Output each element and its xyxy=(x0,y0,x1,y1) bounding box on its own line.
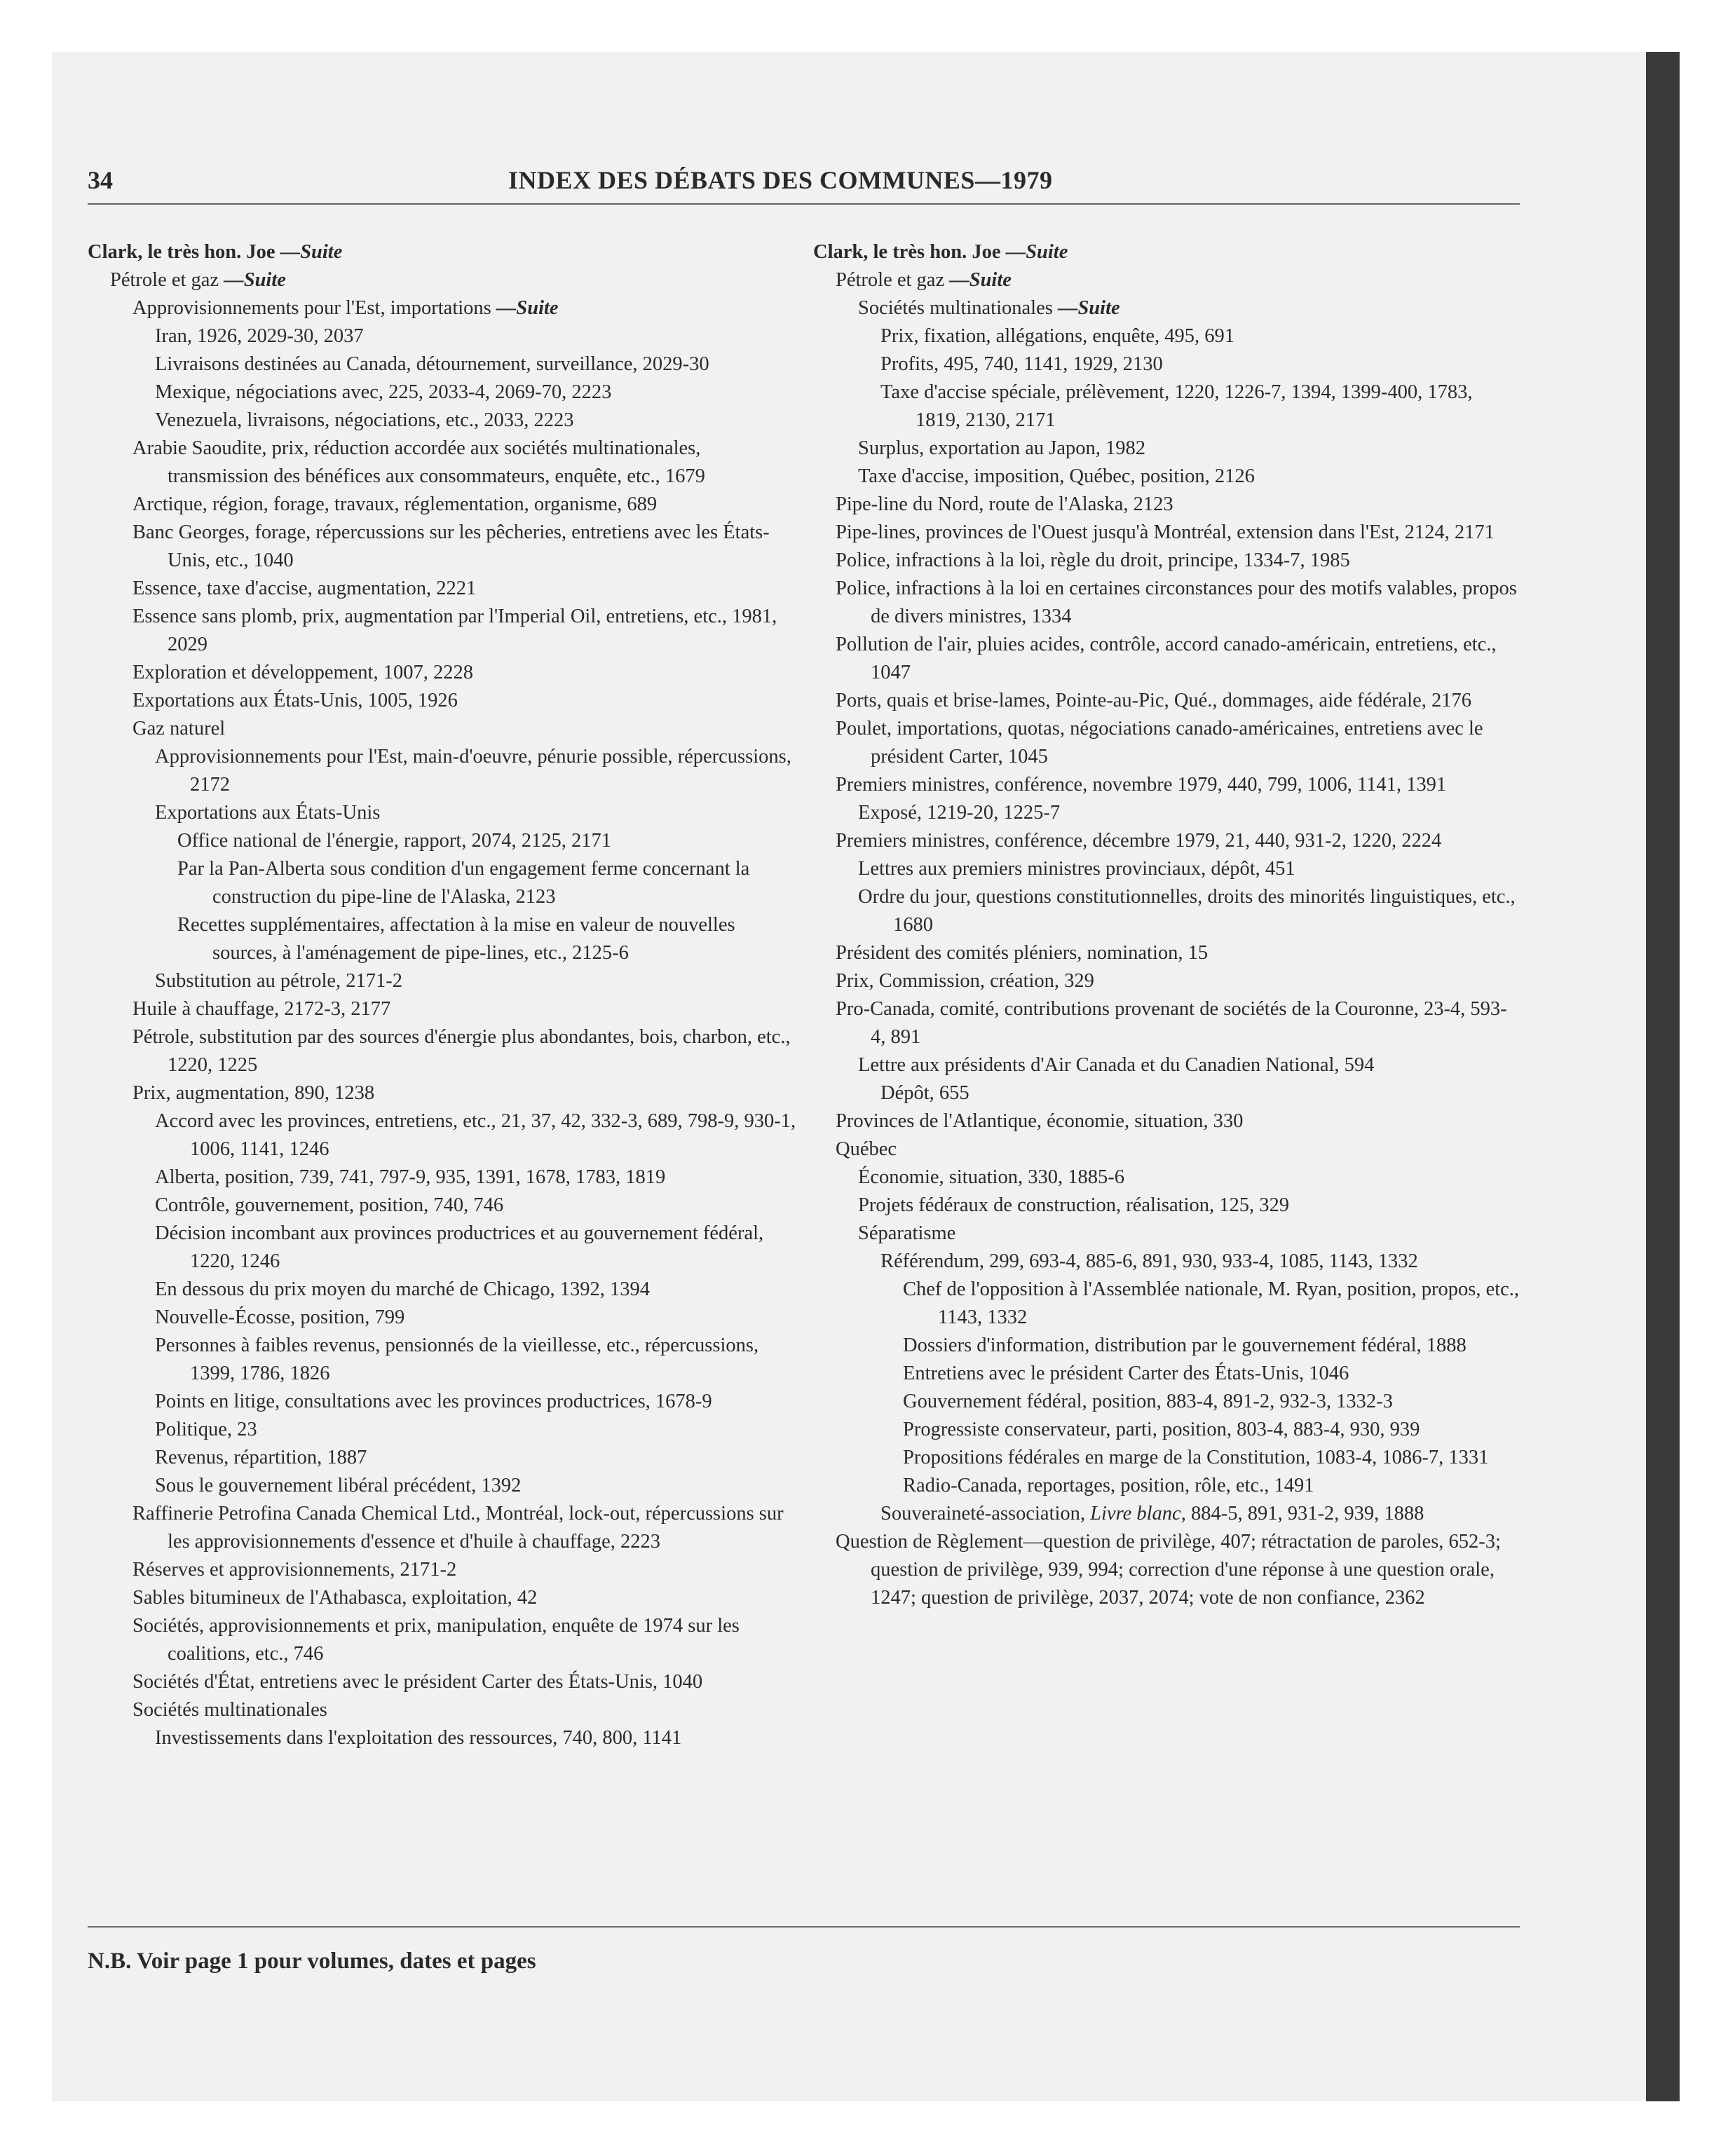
index-entry xyxy=(813,575,1521,631)
index-entry xyxy=(88,1556,803,1584)
index-entry-text: Souveraineté-association, xyxy=(880,1503,1091,1524)
index-entry xyxy=(813,827,1521,855)
index-entry-text: Banc Georges, forage, répercussions sur les pêcheries, entretiens avec les États-Unis, etc., 1040 xyxy=(132,521,770,571)
index-entry xyxy=(813,883,1521,939)
index-entry xyxy=(813,687,1521,715)
index-entry-text: Exploration et développement, 1007, 2228 xyxy=(132,662,473,683)
index-entry-continued: —Suite xyxy=(1057,297,1120,319)
index-entry xyxy=(88,1668,803,1696)
index-entry xyxy=(88,1612,803,1668)
index-entry-text: Mexique, négociations avec, 225, 2033-4, 2069-70, 2223 xyxy=(155,381,612,403)
index-entry xyxy=(88,435,803,491)
index-entry-text: Sociétés multinationales xyxy=(858,297,1053,319)
index-entry-text: Sociétés, approvisionnements et prix, manipulation, enquête de 1974 sur les coalitions, etc., 746 xyxy=(132,1615,740,1665)
index-entry-text: Clark, le très hon. Joe xyxy=(813,241,1001,263)
index-entry xyxy=(88,659,803,687)
index-entry-text: Arabie Saoudite, prix, réduction accordée aux sociétés multinationales, transmission des bénéfices aux consommateurs, enquête, etc., 1679 xyxy=(132,437,705,487)
index-entry xyxy=(813,322,1521,350)
index-entry xyxy=(813,631,1521,687)
index-entry-text: Sociétés d'État, entretiens avec le président Carter des États-Unis, 1040 xyxy=(132,1671,703,1693)
index-entry-text: Profits, 495, 740, 1141, 1929, 2130 xyxy=(880,353,1163,375)
index-entry xyxy=(813,1528,1521,1612)
index-entry xyxy=(813,995,1521,1051)
index-entry-text: Personnes à faibles revenus, pensionnés de la vieillesse, etc., répercussions, 1399, 1786, 1826 xyxy=(155,1335,759,1384)
index-entry xyxy=(813,771,1521,799)
index-entry-text: Gouvernement fédéral, position, 883-4, 891-2, 932-3, 1332-3 xyxy=(903,1391,1393,1412)
index-entry-text: Exposé, 1219-20, 1225-7 xyxy=(858,802,1061,824)
index-entry xyxy=(813,715,1521,771)
index-entry xyxy=(88,1332,803,1388)
index-entry-text: Pipe-lines, provinces de l'Ouest jusqu'à Montréal, extension dans l'Est, 2124, 2171 xyxy=(836,521,1495,543)
index-entry xyxy=(813,378,1521,435)
index-entry-text: Huile à chauffage, 2172-3, 2177 xyxy=(132,998,391,1020)
index-entry-text: Police, infractions à la loi, règle du droit, principe, 1334-7, 1985 xyxy=(836,550,1350,571)
index-entry-text: Premiers ministres, conférence, novembre 1979, 440, 799, 1006, 1141, 1391 xyxy=(836,774,1447,796)
index-entry xyxy=(813,1276,1521,1332)
index-entry-text: Président des comités pléniers, nomination, 15 xyxy=(836,942,1209,964)
index-entry-text: Alberta, position, 739, 741, 797-9, 935, 1391, 1678, 1783, 1819 xyxy=(155,1166,666,1188)
index-entry-text: Poulet, importations, quotas, négociations canado-américaines, entretiens avec le président Carter, 1045 xyxy=(836,718,1483,767)
page-header xyxy=(88,161,1520,205)
index-entry xyxy=(813,1079,1521,1107)
index-entry xyxy=(813,1360,1521,1388)
index-entry xyxy=(813,547,1521,575)
index-entry-text: Livraisons destinées au Canada, détournement, surveillance, 2029-30 xyxy=(155,353,709,375)
index-entry-continued: —Suite xyxy=(280,241,343,263)
index-entry xyxy=(813,435,1521,463)
index-entry-text: Québec xyxy=(836,1138,897,1160)
index-entry-text: Office national de l'énergie, rapport, 2074, 2125, 2171 xyxy=(177,830,612,852)
index-entry xyxy=(813,1135,1521,1164)
index-entry xyxy=(88,1164,803,1192)
index-entry-text: Lettre aux présidents d'Air Canada et du Canadien National, 594 xyxy=(858,1054,1375,1076)
index-entry xyxy=(88,603,803,659)
index-entry xyxy=(88,995,803,1023)
footer-note: N.B. Voir page 1 pour volumes, dates et pages xyxy=(88,1949,536,1974)
index-entry-text: Points en litige, consultations avec les provinces productrices, 1678-9 xyxy=(155,1391,712,1412)
index-entry-text: Police, infractions à la loi en certaines circonstances pour des motifs valables, propos de divers ministres, 1334 xyxy=(836,578,1517,627)
index-entry xyxy=(88,1696,803,1724)
index-entry-text: Pétrole et gaz xyxy=(110,269,219,291)
index-entry-text: Économie, situation, 330, 1885-6 xyxy=(858,1166,1124,1188)
index-entry xyxy=(813,1220,1521,1248)
index-entry-italic: Livre blanc, xyxy=(1090,1503,1186,1524)
index-entry xyxy=(88,1220,803,1276)
index-entry-text: Substitution au pétrole, 2171-2 xyxy=(155,970,403,992)
index-entry-text: Politique, 23 xyxy=(155,1419,257,1440)
index-entry xyxy=(88,1079,803,1107)
index-entry-text: Propositions fédérales en marge de la Constitution, 1083-4, 1086-7, 1331 xyxy=(903,1447,1489,1468)
index-entry xyxy=(88,1304,803,1332)
index-entry-text: Décision incombant aux provinces productrices et au gouvernement fédéral, 1220, 1246 xyxy=(155,1222,764,1272)
index-entry-text: Nouvelle-Écosse, position, 799 xyxy=(155,1306,405,1328)
index-entry-text: Prix, fixation, allégations, enquête, 495, 691 xyxy=(880,325,1234,347)
index-entry-text: Venezuela, livraisons, négociations, etc., 2033, 2223 xyxy=(155,409,574,431)
index-entry-text: Exportations aux États-Unis xyxy=(155,802,381,824)
index-entry-text: Chef de l'opposition à l'Assemblée nationale, M. Ryan, position, propos, etc., 1143, 1332 xyxy=(903,1278,1520,1328)
index-entry xyxy=(813,350,1521,378)
index-entry xyxy=(813,1248,1521,1276)
index-entry xyxy=(88,1444,803,1472)
index-entry xyxy=(813,967,1521,995)
index-column-left xyxy=(88,238,803,1752)
index-entry xyxy=(88,715,803,743)
index-entry-text: Arctique, région, forage, travaux, réglementation, organisme, 689 xyxy=(132,493,658,515)
index-entry-text: Prix, augmentation, 890, 1238 xyxy=(132,1082,375,1104)
index-entry xyxy=(88,743,803,799)
page-title: INDEX DES DÉBATS DES COMMUNES—1979 xyxy=(508,166,1053,194)
index-entry xyxy=(813,1192,1521,1220)
index-entry xyxy=(88,687,803,715)
index-entry-text: Entretiens avec le président Carter des États-Unis, 1046 xyxy=(903,1363,1349,1384)
index-entry-text: Raffinerie Petrofina Canada Chemical Ltd., Montréal, lock-out, répercussions sur les approvisionnements d'essence et d'huile à chauffage, 2223 xyxy=(132,1503,784,1553)
index-entry-text: Accord avec les provinces, entretiens, etc., 21, 37, 42, 332-3, 689, 798-9, 930-1, 1006, 1141, 1246 xyxy=(155,1110,796,1160)
index-entry-text: Progressiste conservateur, parti, position, 803-4, 883-4, 930, 939 xyxy=(903,1419,1420,1440)
index-entry-text: Dépôt, 655 xyxy=(880,1082,969,1104)
index-entry xyxy=(88,1107,803,1164)
index-entry xyxy=(88,967,803,995)
index-entry xyxy=(813,491,1521,519)
index-entry-continued: —Suite xyxy=(1005,241,1068,263)
index-entry-text: Revenus, répartition, 1887 xyxy=(155,1447,367,1468)
index-entry-text: Essence sans plomb, prix, augmentation par l'Imperial Oil, entretiens, etc., 1981, 2029 xyxy=(132,606,777,655)
index-entry xyxy=(813,1051,1521,1079)
index-entry xyxy=(88,378,803,407)
index-entry xyxy=(88,911,803,967)
index-entry xyxy=(813,1416,1521,1444)
index-entry xyxy=(813,1388,1521,1416)
index-entry xyxy=(813,294,1521,322)
index-entry-text: Surplus, exportation au Japon, 1982 xyxy=(858,437,1146,459)
index-entry-text: Provinces de l'Atlantique, économie, situation, 330 xyxy=(836,1110,1244,1132)
index-entry xyxy=(813,463,1521,491)
index-entry-text: Pro-Canada, comité, contributions provenant de sociétés de la Couronne, 23-4, 593-4, 891 xyxy=(836,998,1507,1048)
index-entry-text: Projets fédéraux de construction, réalisation, 125, 329 xyxy=(858,1194,1289,1216)
index-entry-text: Référendum, 299, 693-4, 885-6, 891, 930, 933-4, 1085, 1143, 1332 xyxy=(880,1250,1418,1272)
index-entry xyxy=(88,294,803,322)
index-entry-text: Séparatisme xyxy=(858,1222,956,1244)
index-entry-text: Essence, taxe d'accise, augmentation, 2221 xyxy=(132,578,477,599)
index-entry xyxy=(88,1416,803,1444)
index-entry xyxy=(88,1584,803,1612)
index-entry-text: Question de Règlement—question de privilège, 407; rétractation de paroles, 652-3; question de privilège, 939, 994; correction d'une réponse à une question orale, 1247; question de privilège, 2037, 2074; vote de non confiance, 2362 xyxy=(836,1531,1501,1609)
index-entry-text: Ordre du jour, questions constitutionnelles, droits des minorités linguistiques, etc., 1680 xyxy=(858,886,1516,936)
index-entry-text: Investissements dans l'exploitation des ressources, 740, 800, 1141 xyxy=(155,1727,682,1749)
index-entry xyxy=(88,1724,803,1752)
index-entry-text: Approvisionnements pour l'Est, importations xyxy=(132,297,491,319)
index-entry-text: Recettes supplémentaires, affectation à la mise en valeur de nouvelles sources, à l'aménagement de pipe-lines, etc., 2125-6 xyxy=(177,914,735,964)
index-entry-text: Approvisionnements pour l'Est, main-d'oeuvre, pénurie possible, répercussions, 2172 xyxy=(155,746,791,796)
footer-rule xyxy=(88,1926,1520,1928)
index-entry-pages: 884-5, 891, 931-2, 939, 1888 xyxy=(1185,1503,1424,1524)
index-entry-text: Gaz naturel xyxy=(132,718,226,739)
index-entry-text: Premiers ministres, conférence, décembre 1979, 21, 440, 931-2, 1220, 2224 xyxy=(836,830,1442,852)
index-entry-text: Pipe-line du Nord, route de l'Alaska, 2123 xyxy=(836,493,1173,515)
index-entry xyxy=(88,855,803,911)
index-entry-text: Radio-Canada, reportages, position, rôle, etc., 1491 xyxy=(903,1475,1314,1496)
index-entry xyxy=(813,1107,1521,1135)
index-entry xyxy=(88,407,803,435)
index-entry-text: Lettres aux premiers ministres provinciaux, dépôt, 451 xyxy=(858,858,1295,880)
index-entry xyxy=(88,266,803,294)
index-entry xyxy=(813,855,1521,883)
index-column-right xyxy=(813,238,1521,1612)
index-entry-text: Sables bitumineux de l'Athabasca, exploitation, 42 xyxy=(132,1587,538,1609)
index-entry-text: Dossiers d'information, distribution par le gouvernement fédéral, 1888 xyxy=(903,1335,1467,1356)
index-entry-continued: —Suite xyxy=(496,297,559,319)
index-entry xyxy=(88,1023,803,1079)
index-entry xyxy=(88,575,803,603)
index-entry-text: Réserves et approvisionnements, 2171-2 xyxy=(132,1559,457,1581)
index-entry-text: Prix, Commission, création, 329 xyxy=(836,970,1094,992)
index-entry xyxy=(88,238,803,266)
index-entry xyxy=(88,1472,803,1500)
index-entry xyxy=(88,519,803,575)
index-entry-text: Pétrole et gaz xyxy=(836,269,945,291)
index-entry-text: Clark, le très hon. Joe xyxy=(88,241,275,263)
index-entry xyxy=(813,1164,1521,1192)
index-entry xyxy=(88,827,803,855)
index-entry-text: Taxe d'accise, imposition, Québec, position, 2126 xyxy=(858,465,1255,487)
index-entry-text: Contrôle, gouvernement, position, 740, 746 xyxy=(155,1194,504,1216)
index-entry xyxy=(813,266,1521,294)
index-entry xyxy=(88,322,803,350)
index-entry xyxy=(88,1276,803,1304)
index-entry xyxy=(813,939,1521,967)
index-entry-text: Exportations aux États-Unis, 1005, 1926 xyxy=(132,690,458,711)
scan-edge-shadow xyxy=(1646,52,1680,2101)
index-entry-continued: —Suite xyxy=(949,269,1012,291)
index-entry xyxy=(88,350,803,378)
index-entry-text: Sociétés multinationales xyxy=(132,1699,327,1721)
index-entry xyxy=(813,519,1521,547)
index-entry-text: Pétrole, substitution par des sources d'énergie plus abondantes, bois, charbon, etc., 1220, 1225 xyxy=(132,1026,791,1076)
index-entry xyxy=(88,491,803,519)
page-number: 34 xyxy=(88,166,113,194)
index-entry-text: En dessous du prix moyen du marché de Chicago, 1392, 1394 xyxy=(155,1278,651,1300)
index-entry xyxy=(88,1500,803,1556)
index-entry xyxy=(813,1500,1521,1528)
index-entry xyxy=(88,799,803,827)
index-entry-text: Ports, quais et brise-lames, Pointe-au-Pic, Qué., dommages, aide fédérale, 2176 xyxy=(836,690,1472,711)
index-entry xyxy=(88,1388,803,1416)
index-entry-text: Par la Pan-Alberta sous condition d'un engagement ferme concernant la construction du pipe-line de l'Alaska, 2123 xyxy=(177,858,750,908)
index-entry-text: Pollution de l'air, pluies acides, contrôle, accord canado-américain, entretiens, etc., 1047 xyxy=(836,634,1497,683)
index-entry xyxy=(88,1192,803,1220)
index-entry xyxy=(813,799,1521,827)
index-entry-text: Sous le gouvernement libéral précédent, 1392 xyxy=(155,1475,522,1496)
index-entry xyxy=(813,238,1521,266)
index-entry xyxy=(813,1444,1521,1472)
index-entry-text: Taxe d'accise spéciale, prélèvement, 1220, 1226-7, 1394, 1399-400, 1783, 1819, 2130, 2171 xyxy=(880,381,1473,431)
index-entry xyxy=(813,1332,1521,1360)
index-entry-continued: —Suite xyxy=(224,269,286,291)
index-entry xyxy=(813,1472,1521,1500)
index-entry-text: Iran, 1926, 2029-30, 2037 xyxy=(155,325,364,347)
